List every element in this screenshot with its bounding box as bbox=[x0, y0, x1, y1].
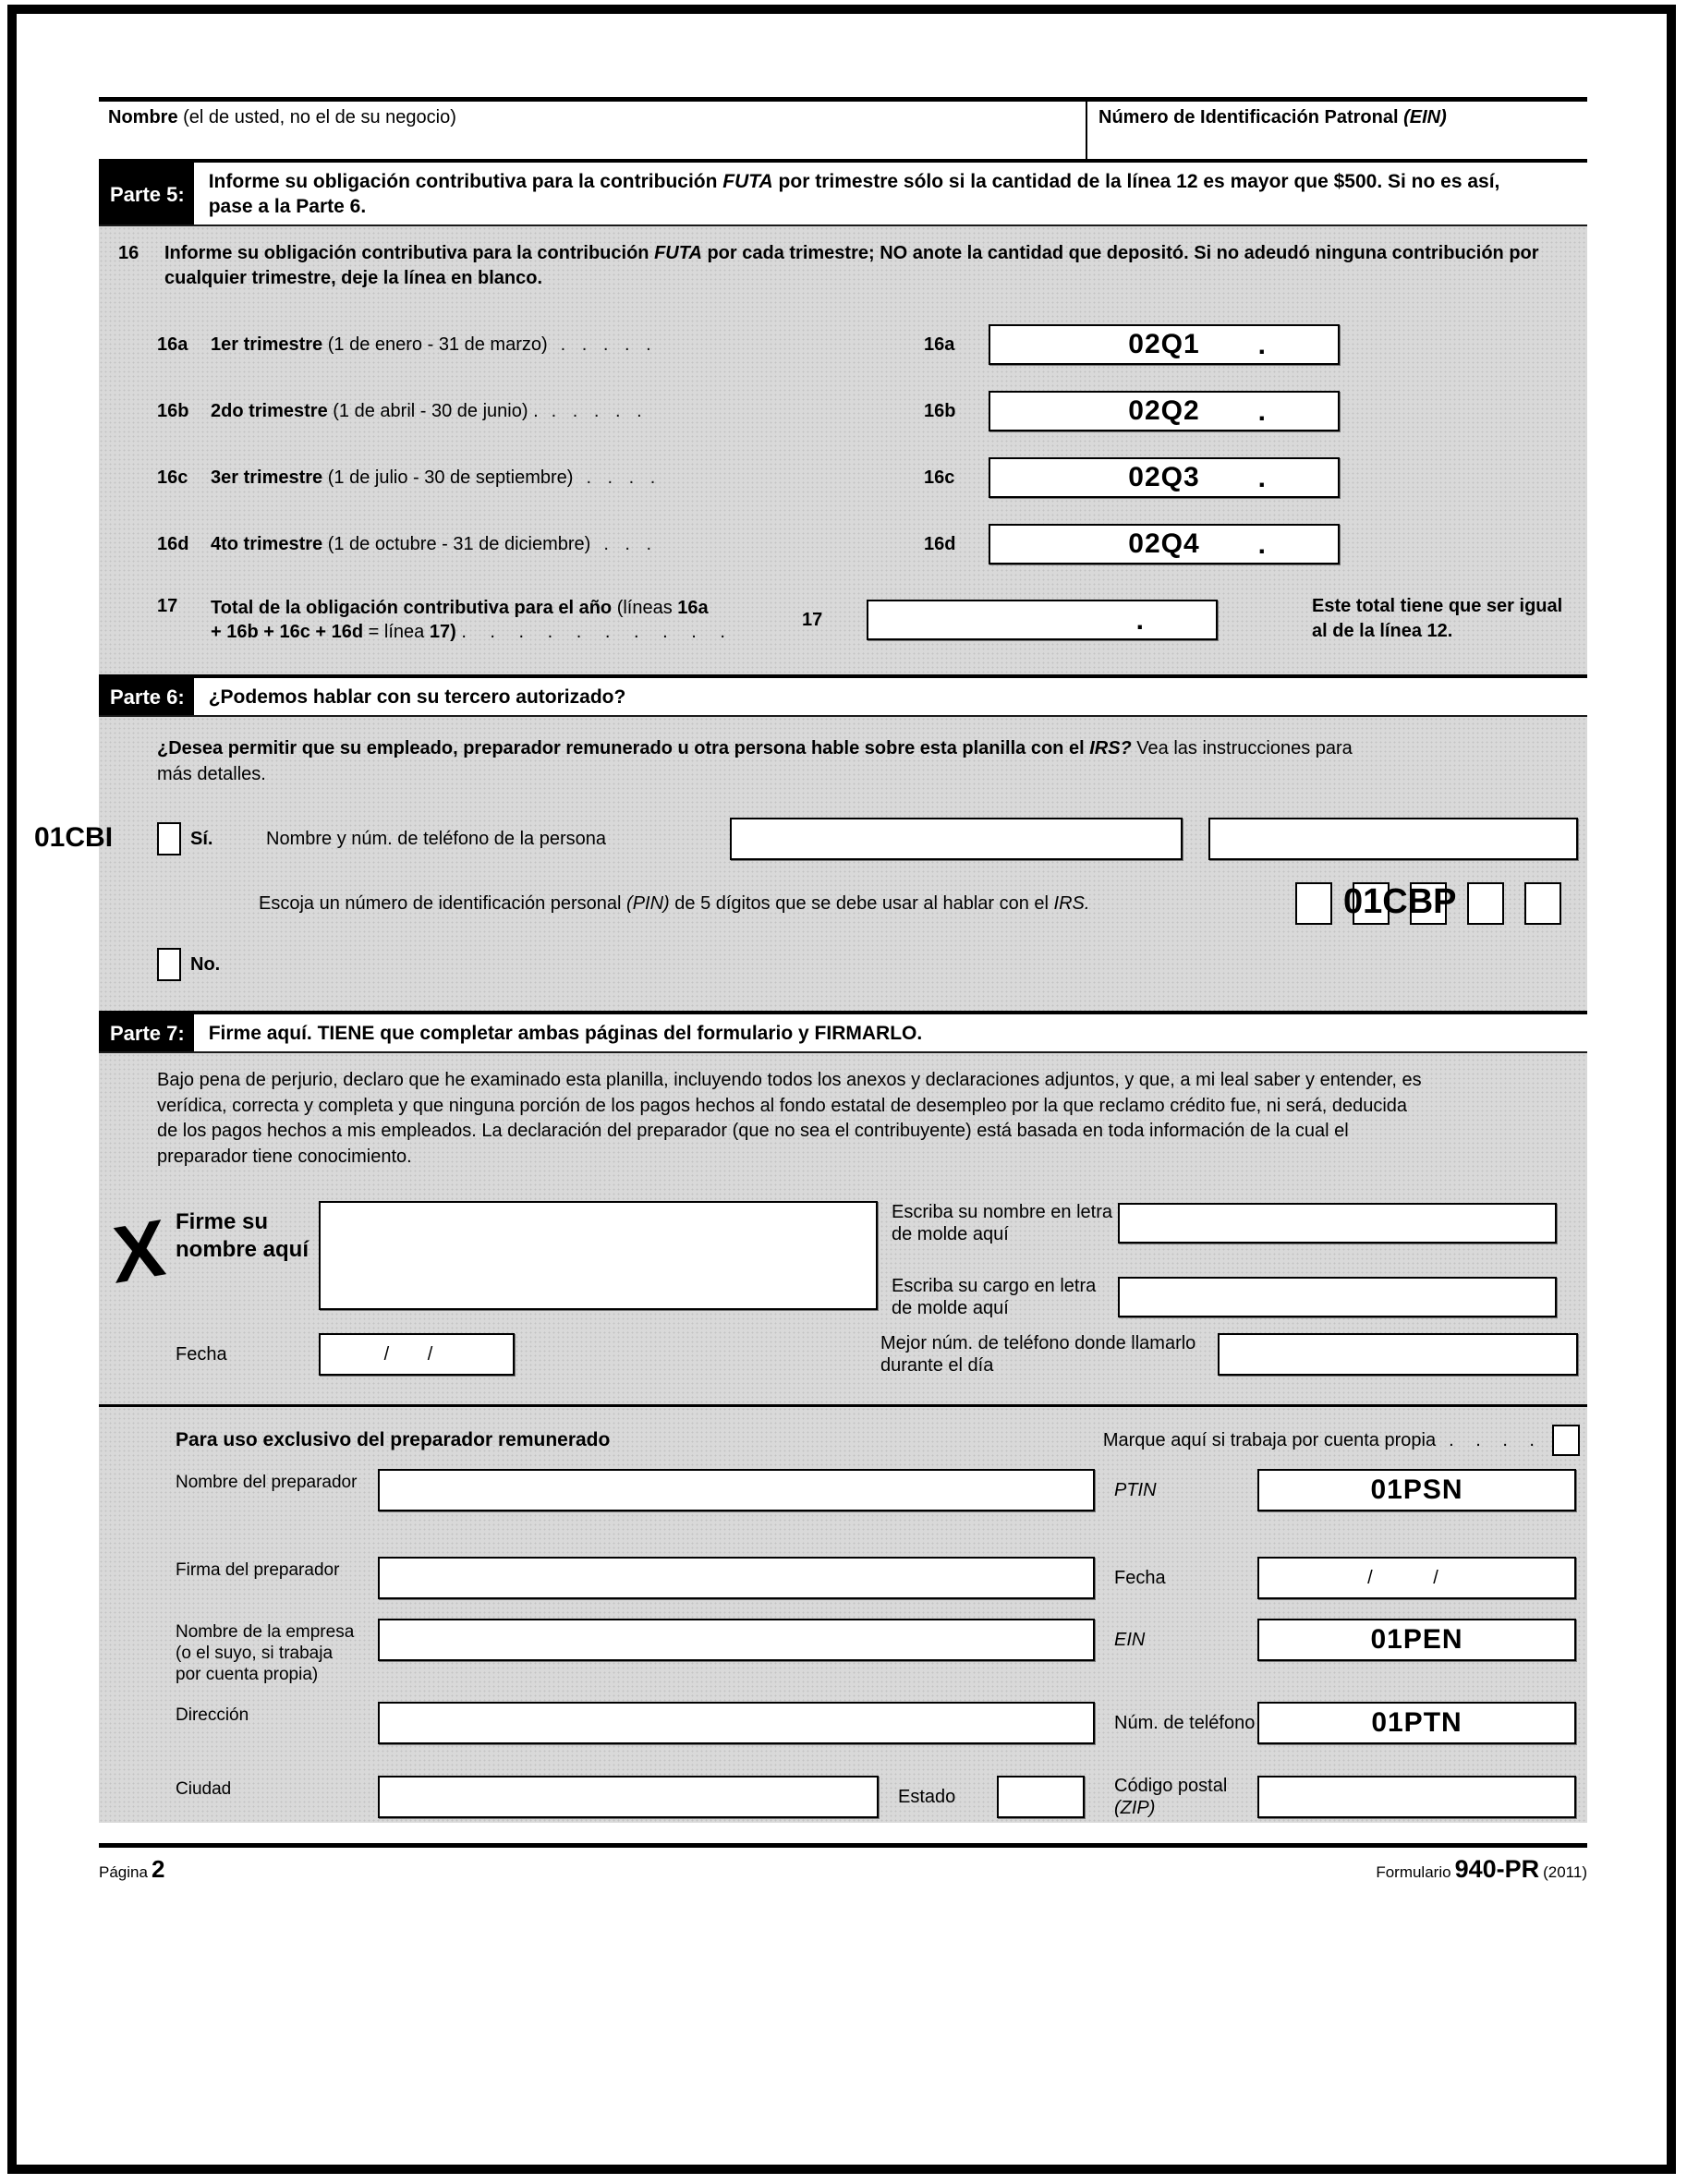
ptin-field[interactable] bbox=[1257, 1469, 1576, 1511]
daytime-phone-label: Mejor núm. de teléfono donde llamarlo durante el día bbox=[880, 1333, 1196, 1376]
pin-row bbox=[99, 881, 1587, 926]
pin-instruction bbox=[259, 893, 1089, 915]
date-label: Fecha bbox=[176, 1343, 227, 1365]
part5-title-futa: FUTA bbox=[722, 171, 773, 192]
line17-sum-bold: + 16b + 16c + 16d bbox=[211, 622, 364, 642]
line17-text-reg: (líneas bbox=[616, 598, 678, 618]
name-ein-header bbox=[99, 97, 1587, 159]
line16c-desc-rest: (1 de julio - 30 de septiembre) bbox=[322, 467, 574, 488]
line16b-desc-bold: 2do trimestre bbox=[211, 400, 328, 421]
cbi-field-code: 01CBI bbox=[34, 822, 114, 853]
pin-abbr: (PIN) bbox=[626, 892, 670, 914]
form-number: 940-PR bbox=[1454, 1855, 1540, 1883]
line16-text-pre: Informe su obligación contributiva para la contribución bbox=[164, 243, 655, 263]
form-year: (2011) bbox=[1543, 1863, 1587, 1881]
preparer-phone-label: Núm. de teléfono bbox=[1114, 1713, 1256, 1733]
part5-body bbox=[99, 226, 1587, 674]
zip-field[interactable] bbox=[1257, 1776, 1576, 1818]
part6-header bbox=[99, 674, 1587, 717]
preparer-address-label: Dirección bbox=[176, 1705, 249, 1725]
line16d-desc-rest: (1 de octubre - 31 de diciembre) bbox=[322, 533, 591, 554]
line16b-row bbox=[157, 391, 1587, 431]
designee-name-phone-label: Nombre y núm. de teléfono de la persona bbox=[266, 828, 606, 849]
part6-intro-rest: Vea las instrucciones para más detalles. bbox=[157, 738, 1353, 784]
ptin-label: PTIN bbox=[1114, 1480, 1157, 1500]
line17-sum-bold2: 17) bbox=[429, 622, 456, 642]
form-identifier bbox=[1376, 1855, 1587, 1884]
line16d-desc bbox=[211, 534, 924, 555]
pin-instruction-mid: de 5 dígitos que se debe usar al hablar con el bbox=[669, 892, 1054, 914]
preparer-ein-field[interactable] bbox=[1257, 1619, 1576, 1661]
form-label: Formulario bbox=[1376, 1863, 1451, 1881]
part5-label: Parte 5: bbox=[99, 163, 194, 224]
print-title-row bbox=[892, 1275, 1587, 1319]
preparer-firm-label: Nombre de la empresa (o el suyo, si trabaja por cuenta propia) bbox=[176, 1622, 355, 1684]
part7-header bbox=[99, 1011, 1587, 1053]
pin-digit-boxes bbox=[1295, 882, 1561, 925]
line16d-desc-bold: 4to trimestre bbox=[211, 533, 323, 554]
page-number: 2 bbox=[151, 1855, 165, 1883]
preparer-address-row bbox=[99, 1701, 1587, 1745]
sign-date-row bbox=[99, 1332, 1587, 1377]
footer bbox=[99, 1848, 1587, 1884]
preparer-city-field[interactable] bbox=[378, 1776, 879, 1818]
leader-dots: . . . . bbox=[586, 467, 661, 488]
name-label: Nombre bbox=[108, 107, 178, 127]
decimal-point: . bbox=[1135, 605, 1144, 636]
line16c-id-right: 16c bbox=[924, 467, 955, 488]
sign-date-field[interactable] bbox=[319, 1333, 515, 1376]
preparer-firm-row bbox=[99, 1618, 1587, 1684]
self-employed-checkbox[interactable] bbox=[1552, 1425, 1580, 1456]
decimal-point: . bbox=[1257, 529, 1266, 560]
line17-number: 17 bbox=[157, 596, 178, 616]
preparer-name-row bbox=[99, 1468, 1587, 1512]
print-title-label: Escriba su cargo en letra de molde aquí bbox=[892, 1276, 1097, 1318]
part6-title: ¿Podemos hablar con su tercero autorizado? bbox=[208, 686, 626, 708]
line16b-desc bbox=[211, 401, 924, 422]
line16d-id: 16d bbox=[157, 533, 189, 554]
name-field-cell[interactable] bbox=[99, 102, 1086, 159]
part6-intro-bold: ¿Desea permitir que su empleado, preparador remunerado u otra persona hable sobre esta planilla con el bbox=[157, 738, 1090, 758]
signature-right-column bbox=[878, 1201, 1587, 1318]
line16-text-futa: FUTA bbox=[654, 243, 702, 263]
self-employed-row bbox=[1103, 1425, 1580, 1456]
line16b-id: 16b bbox=[157, 400, 189, 421]
page-indicator bbox=[99, 1855, 164, 1884]
line17-amount-field[interactable] bbox=[867, 600, 1218, 640]
self-employed-label: Marque aquí si trabaja por cuenta propia bbox=[1102, 1429, 1437, 1450]
date-slashes: / / bbox=[1367, 1567, 1466, 1588]
line16b-amount-field[interactable] bbox=[989, 391, 1340, 431]
line16-number: 16 bbox=[118, 243, 140, 263]
part7-title: Firme aquí. TIENE que completar ambas páginas del formulario y FIRMARLO. bbox=[208, 1023, 923, 1044]
pin-instruction-pre: Escoja un número de identificación personal bbox=[259, 892, 627, 914]
line16c-amount-field[interactable] bbox=[989, 457, 1340, 498]
part5-header bbox=[99, 159, 1587, 226]
page-label: Página bbox=[99, 1863, 148, 1881]
preparer-signature-field[interactable] bbox=[378, 1557, 1095, 1599]
no-checkbox[interactable] bbox=[157, 948, 181, 981]
state-field[interactable] bbox=[997, 1776, 1085, 1818]
preparer-city-label: Ciudad bbox=[176, 1779, 232, 1799]
yes-checkbox[interactable] bbox=[157, 822, 181, 855]
line16a-id-right: 16a bbox=[924, 334, 955, 355]
preparer-signature-row bbox=[99, 1556, 1587, 1600]
line16a-desc-bold: 1er trimestre bbox=[211, 334, 323, 355]
line16-text-post: por cada trimestre; NO anote la cantidad que depositó. Si no adeudó ninguna contribución por cualquier trimestre, deje la línea en blanco. bbox=[164, 243, 1539, 288]
line16c-id: 16c bbox=[157, 467, 188, 488]
date-slashes: / / bbox=[383, 1343, 450, 1365]
preparer-firm-field[interactable] bbox=[378, 1619, 1095, 1661]
preparer-date-field[interactable] bbox=[1257, 1557, 1576, 1599]
line16c-desc-bold: 3er trimestre bbox=[211, 467, 323, 488]
state-label: Estado bbox=[898, 1786, 956, 1807]
leader-dots: . . . . . bbox=[551, 400, 648, 421]
line16a-desc-rest: (1 de enero - 31 de marzo) bbox=[322, 334, 548, 355]
preparer-section bbox=[99, 1407, 1587, 1823]
line16a-amount-value: 02Q1 bbox=[1128, 329, 1200, 359]
daytime-phone-field[interactable] bbox=[1218, 1333, 1578, 1376]
preparer-city-row bbox=[99, 1775, 1587, 1819]
line16c-row bbox=[157, 457, 1587, 498]
leader-dots: . . . bbox=[603, 533, 658, 554]
line16a-desc bbox=[211, 334, 924, 356]
pin-digit-4[interactable] bbox=[1467, 882, 1504, 925]
line16d-amount-value: 02Q4 bbox=[1128, 528, 1200, 559]
line16d-amount-field[interactable] bbox=[989, 524, 1340, 564]
sign-here-label: Firme su nombre aquí bbox=[176, 1209, 309, 1262]
zip-abbr: (ZIP) bbox=[1114, 1798, 1156, 1818]
zip-label bbox=[1114, 1775, 1257, 1819]
line16a-id: 16a bbox=[157, 334, 188, 355]
third-party-no-row bbox=[99, 948, 1587, 981]
ein-label: Número de Identificación Patronal bbox=[1098, 107, 1404, 127]
line17-row bbox=[157, 596, 1587, 644]
signature-block bbox=[99, 1201, 1587, 1318]
preparer-ein-label: EIN bbox=[1114, 1630, 1146, 1650]
print-name-row bbox=[892, 1201, 1587, 1245]
preparer-name-field[interactable] bbox=[378, 1469, 1095, 1511]
preparer-date-label: Fecha bbox=[1114, 1568, 1166, 1588]
preparer-title-row bbox=[99, 1422, 1587, 1459]
signature-x-mark-icon: X bbox=[110, 1202, 169, 1302]
designee-name-field[interactable] bbox=[730, 818, 1183, 860]
print-title-field[interactable] bbox=[1118, 1277, 1557, 1317]
part5-title-pre: Informe su obligación contributiva para la contribución bbox=[208, 171, 723, 192]
line16c-desc bbox=[211, 467, 924, 489]
preparer-signature-label: Firma del preparador bbox=[176, 1560, 340, 1580]
part6-intro bbox=[99, 735, 1355, 787]
line17-text-16a: 16a bbox=[677, 598, 709, 618]
ein-field-code: 01PEN bbox=[1370, 1624, 1463, 1655]
line16b-id-right: 16b bbox=[924, 400, 956, 421]
line16b-desc-rest: (1 de abril - 30 de junio) . bbox=[327, 400, 539, 421]
pin-field-code: 01CBP bbox=[1343, 882, 1457, 921]
decimal-point: . bbox=[1257, 463, 1266, 493]
signature-field[interactable] bbox=[319, 1201, 878, 1310]
print-name-field[interactable] bbox=[1118, 1203, 1557, 1244]
phone-field-code: 01PTN bbox=[1371, 1707, 1462, 1738]
third-party-yes-row bbox=[34, 817, 1587, 861]
part7-body bbox=[99, 1053, 1587, 1404]
part5-title-post: por trimestre sólo si la cantidad de la línea 12 es mayor que $500. Si no es así, pase a la Parte 6. bbox=[208, 171, 1500, 217]
decimal-point: . bbox=[1257, 396, 1266, 427]
zip-label-text: Código postal bbox=[1114, 1776, 1228, 1796]
part6-body bbox=[34, 717, 1587, 1011]
line16-intro bbox=[99, 241, 1540, 291]
preparer-address-field[interactable] bbox=[378, 1702, 1095, 1744]
line16d-row bbox=[157, 524, 1587, 564]
pin-digit-1[interactable] bbox=[1295, 882, 1332, 925]
line16a-row bbox=[157, 324, 1587, 365]
line17-text bbox=[211, 596, 783, 644]
line17-id-right: 17 bbox=[802, 609, 823, 630]
ein-abbr: (EIN) bbox=[1403, 107, 1447, 127]
no-label: No. bbox=[190, 953, 221, 975]
preparer-phone-field[interactable] bbox=[1257, 1702, 1576, 1744]
perjury-declaration: Bajo pena de perjurio, declaro que he examinado esta planilla, incluyendo todos los anexos y declaraciones adjuntos, y que, a mi leal saber y entender, es verídica, correcta y completa y que ninguna porción de los pagos hechos al fondo estatal de desempleo por la que reclamo crédito fue, ni será, deducida de los pagos hechos a mis empleados. La declaración del preparador (que no sea el contribuyente) está basada en toda información de la cual el preparador tiene conocimiento. bbox=[157, 1070, 1422, 1167]
line16-text bbox=[164, 241, 1540, 291]
part6-intro-irs: IRS? bbox=[1089, 738, 1132, 758]
name-hint: (el de usted, no el de su negocio) bbox=[177, 107, 456, 127]
leader-dots: . . . . bbox=[1449, 1429, 1543, 1450]
line17-sum-reg: = línea bbox=[363, 622, 430, 642]
line16a-amount-field[interactable] bbox=[989, 324, 1340, 365]
line16b-amount-value: 02Q2 bbox=[1128, 395, 1200, 426]
print-name-label: Escriba su nombre en letra de molde aquí bbox=[892, 1202, 1113, 1244]
leader-dots: . . . . . bbox=[560, 334, 657, 355]
line16d-id-right: 16d bbox=[924, 533, 956, 554]
part7-label: Parte 7: bbox=[99, 1014, 194, 1051]
line16c-amount-value: 02Q3 bbox=[1128, 462, 1200, 492]
form-940pr-page2 bbox=[34, 97, 1587, 1884]
yes-label: Sí. bbox=[190, 828, 213, 849]
preparer-title: Para uso exclusivo del preparador remunerado bbox=[176, 1429, 611, 1450]
part5-title bbox=[194, 163, 1561, 224]
ptin-field-code: 01PSN bbox=[1370, 1474, 1463, 1505]
pin-digit-5[interactable] bbox=[1524, 882, 1561, 925]
designee-phone-field[interactable] bbox=[1208, 818, 1578, 860]
leader-dots: . . . . . . . . . . bbox=[461, 622, 734, 642]
ein-field-cell[interactable] bbox=[1086, 102, 1587, 159]
line17-text-bold: Total de la obligación contributiva para el año bbox=[211, 598, 617, 618]
preparer-name-label: Nombre del preparador bbox=[176, 1473, 358, 1492]
decimal-point: . bbox=[1257, 330, 1266, 360]
irs-abbr: IRS. bbox=[1053, 892, 1090, 914]
line17-note: Este total tiene que ser igual al de la línea 12. bbox=[1312, 596, 1563, 641]
part6-label: Parte 6: bbox=[99, 678, 194, 715]
